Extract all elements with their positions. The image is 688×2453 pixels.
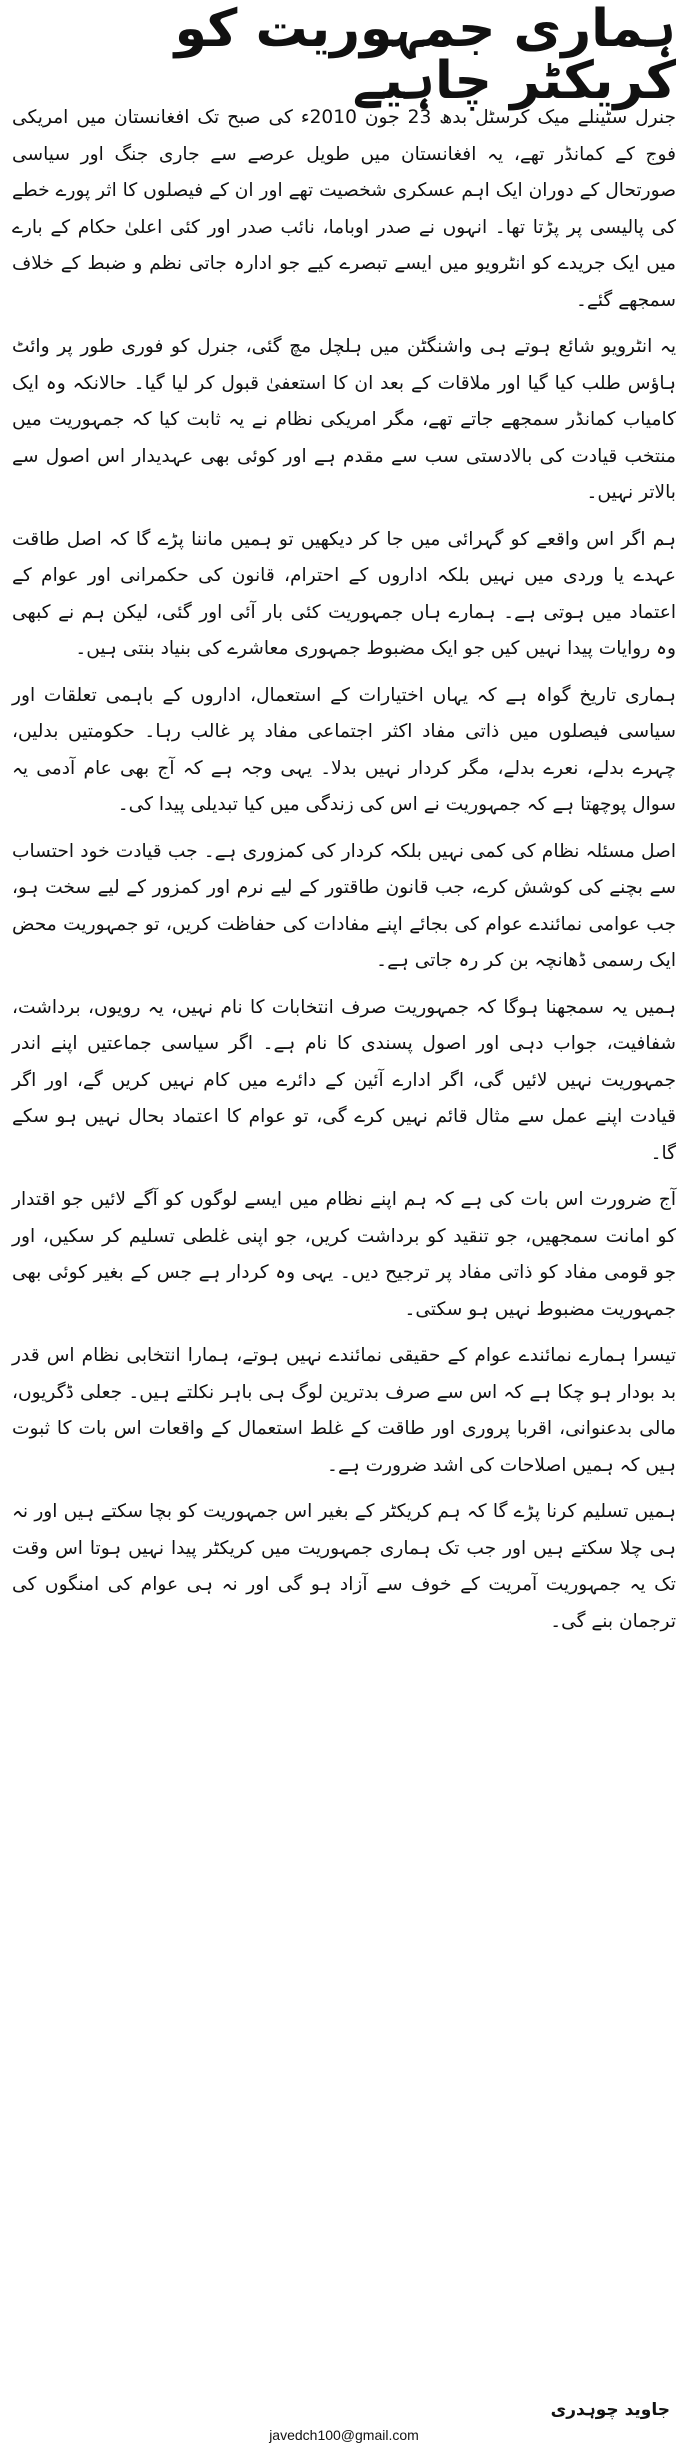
article-headline: ہماری جمہوریت کو کریکٹر چاہیے	[174, 0, 676, 111]
article-paragraph-9: ہمیں تسلیم کرنا پڑے گا کہ ہم کریکٹر کے بغیر اس جمہوریت کو بچا سکتے ہیں اور نہ ہی چلا سکتے ہیں اور جب تک ہماری جمہوریت میں کریکٹر پیدا نہیں ہوتا اس وقت تک یہ جمہوریت آمریت کے خوف سے آزاد ہو گی اور نہ ہی عوام کی امنگوں کی ترجمان بنے گی۔	[12, 1501, 676, 1632]
article-paragraph-2: یہ انٹرویو شائع ہوتے ہی واشنگٹن میں ہلچل مچ گئی، جنرل کو فوری طور پر وائٹ ہاؤس طلب کیا گیا اور ملاقات کے بعد ان کا استعفیٰ قبول کر لیا گیا۔ حالانکہ وہ ایک کامیاب کمانڈر سمجھے جاتے تھے، مگر امریکی نظام نے یہ ثابت کیا کہ جمہوریت میں منتخب قیادت کی بالادستی سب سے مقدم ہے اور کوئی بھی عہدیدار اس اصول سے بالاتر نہیں۔	[12, 336, 676, 503]
article-paragraph-6: ہمیں یہ سمجھنا ہوگا کہ جمہوریت صرف انتخابات کا نام نہیں، یہ رویوں، برداشت، شفافیت، جواب دہی اور اصول پسندی کا نام ہے۔ اگر سیاسی جماعتیں اپنے اندر جمہوریت نہیں لائیں گی، اگر ادارے آئین کے دائرے میں کام نہیں کریں گے، اور اگر قیادت اپنے عمل سے مثال قائم نہیں کرے گی، تو عوام کا اعتماد بحال نہیں ہو سکے گا۔	[12, 996, 676, 1164]
article-body	[12, 100, 676, 1640]
author-byline: جاوید چوہدری	[550, 2400, 670, 2420]
article-paragraph-1: جنرل سٹینلے میک کرسٹل بدھ 23 جون 2010ء کی صبح تک افغانستان میں امریکی فوج کے کمانڈر تھے، یہ افغانستان میں طویل عرصے سے جاری جنگ اور سیاسی صورتحال کے دوران ایک اہم عسکری شخصیت تھے اور ان کے فیصلوں کا اثر پورے خطے کی پالیسی پر پڑتا تھا۔ انہوں نے صدر اوباما، نائب صدر اور کئی اعلیٰ حکام کے بارے میں ایک جریدے کو انٹرویو میں ایسے تبصرے کیے جو ادارہ جاتی نظم و ضبط کے خلاف سمجھے گئے۔	[12, 107, 676, 311]
article-paragraph-7: آج ضرورت اس بات کی ہے کہ ہم اپنے نظام میں ایسے لوگوں کو آگے لائیں جو اقتدار کو امانت سمجھیں، جو تنقید کو برداشت کریں، جو اپنی غلطی تسلیم کر سکیں، اور جو قومی مفاد کو ذاتی مفاد پر ترجیح دیں۔ یہی وہ کردار ہے جس کے بغیر کوئی بھی جمہوریت مضبوط نہیں ہو سکتی۔	[12, 1189, 676, 1320]
article-paragraph-4: ہماری تاریخ گواہ ہے کہ یہاں اختیارات کے استعمال، اداروں کے باہمی تعلقات اور سیاسی فیصلوں میں ذاتی مفاد اکثر اجتماعی مفاد پر غالب رہا۔ حکومتیں بدلیں، چہرے بدلے، نعرے بدلے، مگر کردار نہیں بدلا۔ یہی وجہ ہے کہ آج بھی عام آدمی یہ سوال پوچھتا ہے کہ جمہوریت نے اس کی زندگی میں کیا تبدیلی پیدا کی۔	[12, 684, 676, 815]
article-paragraph-3: ہم اگر اس واقعے کو گہرائی میں جا کر دیکھیں تو ہمیں ماننا پڑے گا کہ اصل طاقت عہدے یا وردی میں نہیں بلکہ اداروں کے احترام، قانون کی حکمرانی اور عوام کے اعتماد میں ہوتی ہے۔ ہمارے ہاں جمہوریت کئی بار آئی اور گئی، لیکن ہم نے کبھی وہ روایات پیدا نہیں کیں جو ایک مضبوط جمہوری معاشرے کی بنیاد بنتی ہیں۔	[12, 528, 676, 659]
headline-area	[12, 0, 676, 111]
article-paragraph-5: اصل مسئلہ نظام کی کمی نہیں بلکہ کردار کی کمزوری ہے۔ جب قیادت خود احتساب سے بچنے کی کوشش کرے، جب قانون طاقتور کے لیے نرم اور کمزور کے لیے سخت ہو، جب عوامی نمائندے عوام کی بجائے اپنے مفادات کی حفاظت کریں، تو جمہوریت محض ایک رسمی ڈھانچہ بن کر رہ جاتی ہے۔	[12, 840, 676, 971]
author-email: javedch100@gmail.com	[269, 2427, 419, 2443]
article-paragraph-8: تیسرا ہمارے نمائندے عوام کے حقیقی نمائندے نہیں ہوتے، ہمارا انتخابی نظام اس قدر بد بودار ہو چکا ہے کہ اس سے صرف بدترین لوگ ہی باہر نکلتے ہیں۔ جعلی ڈگریوں، مالی بدعنوانی، اقربا پروری اور طاقت کے غلط استعمال کے واقعات اس بات کا ثبوت ہیں کہ ہمیں اصلاحات کی اشد ضرورت ہے۔	[12, 1345, 676, 1476]
